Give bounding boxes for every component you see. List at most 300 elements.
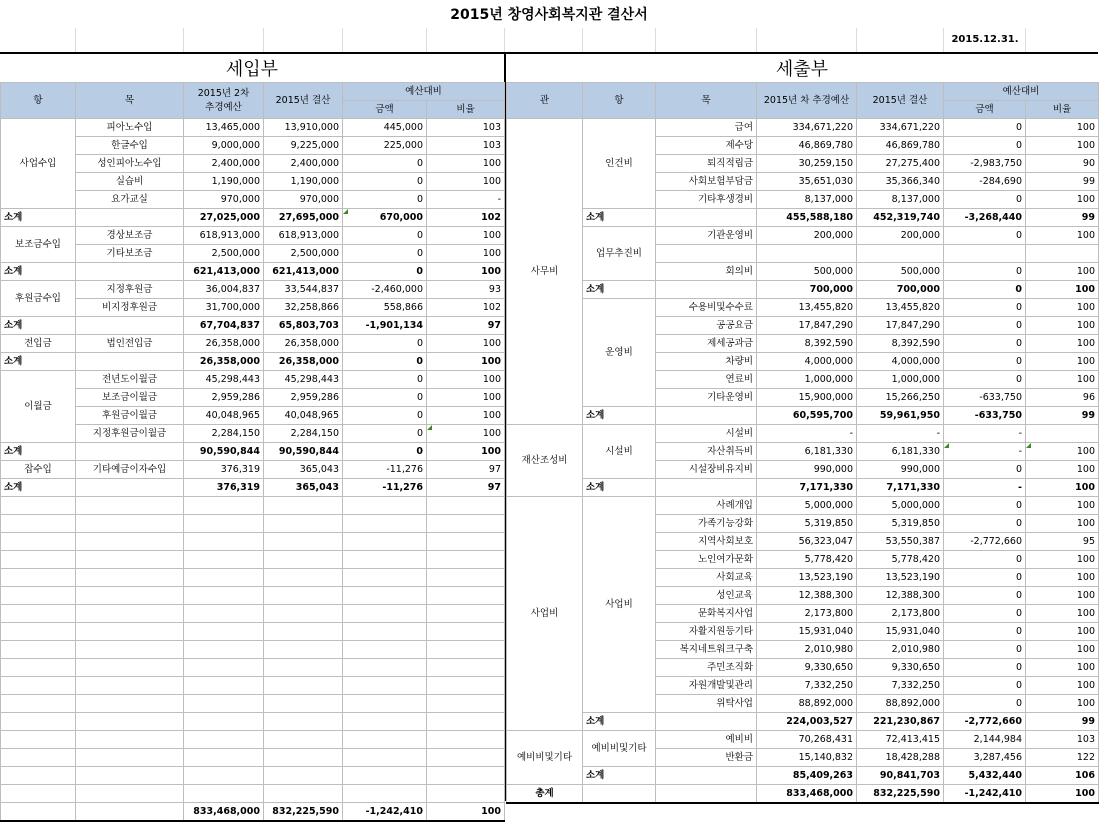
ratio-cell[interactable]: 100 — [1026, 137, 1099, 155]
amount-cell[interactable]: 0 — [944, 569, 1026, 587]
budget-cell[interactable]: 13,455,820 — [757, 299, 857, 317]
budget-cell[interactable]: 90,590,844 — [184, 443, 264, 461]
empty-cell[interactable] — [264, 551, 343, 569]
budget-cell[interactable]: 833,468,000 — [184, 803, 264, 822]
ratio-cell[interactable]: 100 — [1026, 623, 1099, 641]
mok-cell[interactable]: 비지정후원금 — [76, 299, 184, 317]
mok-cell[interactable]: 위탁사업 — [656, 695, 757, 713]
empty-cell[interactable] — [656, 407, 757, 425]
header-hang[interactable]: 항 — [583, 83, 656, 119]
budget-cell[interactable]: 2,284,150 — [184, 425, 264, 443]
header-gwan[interactable]: 관 — [507, 83, 583, 119]
settle-cell[interactable]: 1,000,000 — [857, 371, 944, 389]
mok-cell[interactable]: 공공요금 — [656, 317, 757, 335]
empty-cell[interactable] — [76, 263, 184, 281]
mok-cell[interactable]: 지정후원금이월금 — [76, 425, 184, 443]
subtotal-label[interactable]: 소계 — [1, 443, 76, 461]
ratio-cell[interactable]: 100 — [1026, 335, 1099, 353]
settle-cell[interactable]: 15,266,250 — [857, 389, 944, 407]
empty-cell[interactable] — [427, 677, 505, 695]
amount-cell[interactable]: 0 — [944, 623, 1026, 641]
empty-cell[interactable] — [264, 605, 343, 623]
budget-cell[interactable]: 8,392,590 — [757, 335, 857, 353]
ratio-cell[interactable]: 100 — [427, 425, 505, 443]
empty-cell[interactable] — [343, 767, 427, 785]
ratio-cell[interactable]: 100 — [1026, 299, 1099, 317]
hang-cell[interactable]: 전입금 — [1, 335, 76, 353]
empty-cell[interactable] — [76, 443, 184, 461]
empty-cell[interactable] — [1, 605, 76, 623]
ratio-cell[interactable]: 96 — [1026, 389, 1099, 407]
amount-cell[interactable]: 670,000 — [343, 209, 427, 227]
empty-cell[interactable] — [343, 497, 427, 515]
mok-cell[interactable]: 퇴직적립금 — [656, 155, 757, 173]
mok-cell[interactable]: 사회교육 — [656, 569, 757, 587]
header-budget[interactable]: 2015년 차 추경예산 — [757, 83, 857, 119]
ratio-cell[interactable]: 100 — [1026, 353, 1099, 371]
empty-cell[interactable] — [427, 767, 505, 785]
empty-cell[interactable] — [1, 497, 76, 515]
amount-cell[interactable]: 0 — [944, 677, 1026, 695]
mok-cell[interactable]: 지역사회보호 — [656, 533, 757, 551]
empty-cell[interactable] — [427, 695, 505, 713]
mok-cell[interactable]: 실습비 — [76, 173, 184, 191]
ratio-cell[interactable]: 100 — [427, 173, 505, 191]
ratio-cell[interactable]: 100 — [1026, 317, 1099, 335]
settle-cell[interactable]: 17,847,290 — [857, 317, 944, 335]
ratio-cell[interactable]: 100 — [427, 353, 505, 371]
budget-cell[interactable]: 27,025,000 — [184, 209, 264, 227]
empty-cell[interactable] — [1, 569, 76, 587]
empty-cell[interactable] — [656, 281, 757, 299]
empty-cell[interactable] — [184, 749, 264, 767]
mok-cell[interactable]: 기타후생경비 — [656, 191, 757, 209]
empty-cell[interactable] — [76, 317, 184, 335]
empty-cell[interactable] — [343, 785, 427, 803]
amount-cell[interactable]: 0 — [944, 119, 1026, 137]
settle-cell[interactable]: 970,000 — [264, 191, 343, 209]
empty-cell[interactable] — [343, 749, 427, 767]
settle-cell[interactable]: 621,413,000 — [264, 263, 343, 281]
budget-cell[interactable]: 7,171,330 — [757, 479, 857, 497]
empty-cell[interactable] — [76, 749, 184, 767]
empty-cell[interactable] — [76, 479, 184, 497]
mok-cell[interactable]: 시설비 — [656, 425, 757, 443]
ratio-cell[interactable]: 100 — [1026, 587, 1099, 605]
empty-cell[interactable] — [76, 605, 184, 623]
empty-cell[interactable] — [184, 731, 264, 749]
empty-cell[interactable] — [184, 497, 264, 515]
settle-cell[interactable]: 365,043 — [264, 479, 343, 497]
amount-cell[interactable]: 0 — [944, 299, 1026, 317]
budget-cell[interactable]: 5,778,420 — [757, 551, 857, 569]
settle-cell[interactable]: 990,000 — [857, 461, 944, 479]
amount-cell[interactable]: 0 — [343, 335, 427, 353]
settle-cell[interactable]: 32,258,866 — [264, 299, 343, 317]
amount-cell[interactable]: -11,276 — [343, 479, 427, 497]
mok-cell[interactable]: 자활지원등기타 — [656, 623, 757, 641]
empty-cell[interactable] — [656, 767, 757, 785]
amount-cell[interactable]: 0 — [343, 191, 427, 209]
mok-cell[interactable]: 사례개입 — [656, 497, 757, 515]
mok-cell[interactable]: 연료비 — [656, 371, 757, 389]
mok-cell[interactable]: 지정후원금 — [76, 281, 184, 299]
empty-cell[interactable] — [184, 767, 264, 785]
empty-cell[interactable] — [184, 551, 264, 569]
hang-cell[interactable]: 인건비 — [583, 119, 656, 209]
settle-cell[interactable]: 53,550,387 — [857, 533, 944, 551]
ratio-cell[interactable]: 100 — [1026, 281, 1099, 299]
budget-cell[interactable]: 2,500,000 — [184, 245, 264, 263]
settle-cell[interactable]: 26,358,000 — [264, 335, 343, 353]
settle-cell[interactable]: 832,225,590 — [264, 803, 343, 822]
amount-cell[interactable]: 5,432,440 — [944, 767, 1026, 785]
amount-cell[interactable]: 0 — [944, 497, 1026, 515]
amount-cell[interactable]: - — [944, 443, 1026, 461]
budget-cell[interactable]: 15,931,040 — [757, 623, 857, 641]
budget-cell[interactable]: 56,323,047 — [757, 533, 857, 551]
header-settle[interactable]: 2015년 결산 — [857, 83, 944, 119]
empty-cell[interactable] — [343, 713, 427, 731]
empty-cell[interactable] — [1, 713, 76, 731]
amount-cell[interactable]: 0 — [944, 641, 1026, 659]
amount-cell[interactable]: 0 — [944, 281, 1026, 299]
mok-cell[interactable]: 경상보조금 — [76, 227, 184, 245]
settle-cell[interactable]: 72,413,415 — [857, 731, 944, 749]
budget-cell[interactable]: 1,000,000 — [757, 371, 857, 389]
empty-cell[interactable] — [1, 767, 76, 785]
empty-cell[interactable] — [656, 479, 757, 497]
hang-cell[interactable]: 이월금 — [1, 371, 76, 443]
settle-cell[interactable]: 2,500,000 — [264, 245, 343, 263]
ratio-cell[interactable]: 100 — [1026, 443, 1099, 461]
amount-cell[interactable]: -2,772,660 — [944, 533, 1026, 551]
mok-cell[interactable]: 기타예금이자수입 — [76, 461, 184, 479]
hang-cell[interactable]: 사업수입 — [1, 119, 76, 209]
empty-cell[interactable] — [264, 677, 343, 695]
budget-cell[interactable]: 833,468,000 — [757, 785, 857, 804]
ratio-cell[interactable]: 100 — [427, 407, 505, 425]
budget-cell[interactable]: 376,319 — [184, 479, 264, 497]
budget-cell[interactable]: 2,400,000 — [184, 155, 264, 173]
amount-cell[interactable]: 0 — [944, 659, 1026, 677]
amount-cell[interactable] — [944, 245, 1026, 263]
empty-cell[interactable] — [1, 803, 76, 822]
amount-cell[interactable]: 0 — [944, 515, 1026, 533]
amount-cell[interactable]: 0 — [944, 371, 1026, 389]
ratio-cell[interactable]: 99 — [1026, 713, 1099, 731]
empty-cell[interactable] — [1, 677, 76, 695]
empty-cell[interactable] — [1, 695, 76, 713]
ratio-cell[interactable]: 100 — [427, 335, 505, 353]
settle-cell[interactable]: 90,841,703 — [857, 767, 944, 785]
settle-cell[interactable]: 6,181,330 — [857, 443, 944, 461]
empty-cell[interactable] — [264, 785, 343, 803]
budget-cell[interactable]: 4,000,000 — [757, 353, 857, 371]
budget-cell[interactable]: 88,892,000 — [757, 695, 857, 713]
settle-cell[interactable]: - — [857, 425, 944, 443]
empty-cell[interactable] — [343, 641, 427, 659]
empty-cell[interactable] — [184, 785, 264, 803]
ratio-cell[interactable]: 99 — [1026, 209, 1099, 227]
budget-cell[interactable]: 334,671,220 — [757, 119, 857, 137]
ratio-cell[interactable]: 100 — [427, 803, 505, 822]
mok-cell[interactable]: 문화복지사업 — [656, 605, 757, 623]
settle-cell[interactable]: 18,428,288 — [857, 749, 944, 767]
amount-cell[interactable]: -2,983,750 — [944, 155, 1026, 173]
settle-cell[interactable] — [857, 245, 944, 263]
hang-cell[interactable]: 보조금수입 — [1, 227, 76, 263]
settle-cell[interactable]: 13,455,820 — [857, 299, 944, 317]
subtotal-label[interactable]: 소계 — [1, 263, 76, 281]
empty-cell[interactable] — [264, 767, 343, 785]
budget-cell[interactable]: 9,330,650 — [757, 659, 857, 677]
ratio-cell[interactable]: 100 — [1026, 371, 1099, 389]
amount-cell[interactable]: -633,750 — [944, 389, 1026, 407]
budget-cell[interactable]: 31,700,000 — [184, 299, 264, 317]
ratio-cell[interactable]: 97 — [427, 461, 505, 479]
subtotal-label[interactable]: 소계 — [583, 479, 656, 497]
empty-cell[interactable] — [343, 551, 427, 569]
header-compare[interactable]: 예산대비 — [343, 83, 505, 101]
empty-cell[interactable] — [427, 659, 505, 677]
hang-cell[interactable]: 예비비및기타 — [583, 731, 656, 767]
subtotal-label[interactable]: 소계 — [1, 209, 76, 227]
empty-cell[interactable] — [427, 605, 505, 623]
mok-cell[interactable]: 제세공과금 — [656, 335, 757, 353]
ratio-cell[interactable]: 100 — [1026, 659, 1099, 677]
settle-cell[interactable]: 13,910,000 — [264, 119, 343, 137]
amount-cell[interactable]: 0 — [343, 227, 427, 245]
empty-cell[interactable] — [427, 515, 505, 533]
empty-cell[interactable] — [427, 641, 505, 659]
amount-cell[interactable]: - — [944, 479, 1026, 497]
settle-cell[interactable]: 27,275,400 — [857, 155, 944, 173]
settle-cell[interactable]: 832,225,590 — [857, 785, 944, 804]
mok-cell[interactable]: 요가교실 — [76, 191, 184, 209]
amount-cell[interactable]: 0 — [343, 155, 427, 173]
budget-cell[interactable]: 70,268,431 — [757, 731, 857, 749]
mok-cell[interactable]: 예비비 — [656, 731, 757, 749]
empty-cell[interactable] — [1, 623, 76, 641]
subtotal-label[interactable]: 소계 — [1, 353, 76, 371]
empty-cell[interactable] — [1, 587, 76, 605]
budget-cell[interactable]: 36,004,837 — [184, 281, 264, 299]
empty-cell[interactable] — [427, 623, 505, 641]
empty-cell[interactable] — [1, 515, 76, 533]
empty-cell[interactable] — [76, 713, 184, 731]
ratio-cell[interactable]: 100 — [427, 227, 505, 245]
empty-cell[interactable] — [76, 533, 184, 551]
settle-cell[interactable]: 8,137,000 — [857, 191, 944, 209]
empty-cell[interactable] — [1, 533, 76, 551]
amount-cell[interactable]: 225,000 — [343, 137, 427, 155]
settle-cell[interactable]: 334,671,220 — [857, 119, 944, 137]
empty-cell[interactable] — [184, 515, 264, 533]
settle-cell[interactable]: 7,332,250 — [857, 677, 944, 695]
subtotal-label[interactable]: 소계 — [583, 713, 656, 731]
mok-cell[interactable]: 회의비 — [656, 263, 757, 281]
mok-cell[interactable]: 한글수입 — [76, 137, 184, 155]
amount-cell[interactable]: -1,242,410 — [944, 785, 1026, 804]
empty-cell[interactable] — [1, 659, 76, 677]
empty-cell[interactable] — [427, 749, 505, 767]
empty-cell[interactable] — [264, 659, 343, 677]
empty-cell[interactable] — [184, 605, 264, 623]
hang-cell[interactable]: 업무추진비 — [583, 227, 656, 281]
mok-cell[interactable]: 후원금이월금 — [76, 407, 184, 425]
empty-cell[interactable] — [1, 551, 76, 569]
header-compare[interactable]: 예산대비 — [944, 83, 1099, 101]
gwan-cell[interactable]: 재산조성비 — [507, 425, 583, 497]
empty-cell[interactable] — [184, 713, 264, 731]
empty-cell[interactable] — [76, 677, 184, 695]
ratio-cell[interactable]: 122 — [1026, 749, 1099, 767]
subtotal-label[interactable]: 소계 — [583, 407, 656, 425]
empty-cell[interactable] — [264, 515, 343, 533]
budget-cell[interactable]: 2,173,800 — [757, 605, 857, 623]
header-amount[interactable]: 금액 — [944, 101, 1026, 119]
settle-cell[interactable]: 13,523,190 — [857, 569, 944, 587]
empty-cell[interactable] — [343, 533, 427, 551]
empty-cell[interactable] — [427, 533, 505, 551]
amount-cell[interactable]: 0 — [343, 353, 427, 371]
hang-cell[interactable]: 사업비 — [583, 497, 656, 713]
gwan-cell[interactable]: 사무비 — [507, 119, 583, 425]
mok-cell[interactable]: 복지네트워크구축 — [656, 641, 757, 659]
subtotal-label[interactable]: 소계 — [1, 317, 76, 335]
subtotal-label[interactable]: 소계 — [1, 479, 76, 497]
empty-cell[interactable] — [264, 641, 343, 659]
empty-cell[interactable] — [343, 659, 427, 677]
amount-cell[interactable]: 445,000 — [343, 119, 427, 137]
mok-cell[interactable]: 법인전입금 — [76, 335, 184, 353]
empty-cell[interactable] — [583, 785, 656, 804]
ratio-cell[interactable]: 100 — [1026, 227, 1099, 245]
budget-cell[interactable]: 35,651,030 — [757, 173, 857, 191]
ratio-cell[interactable] — [1026, 425, 1099, 443]
ratio-cell[interactable]: 93 — [427, 281, 505, 299]
budget-cell[interactable]: 46,869,780 — [757, 137, 857, 155]
budget-cell[interactable]: 990,000 — [757, 461, 857, 479]
settle-cell[interactable]: 4,000,000 — [857, 353, 944, 371]
amount-cell[interactable]: - — [944, 425, 1026, 443]
amount-cell[interactable]: -2,772,660 — [944, 713, 1026, 731]
budget-cell[interactable]: 60,595,700 — [757, 407, 857, 425]
ratio-cell[interactable]: 100 — [1026, 119, 1099, 137]
settle-cell[interactable]: 200,000 — [857, 227, 944, 245]
empty-cell[interactable] — [656, 785, 757, 804]
settle-cell[interactable]: 9,225,000 — [264, 137, 343, 155]
mok-cell[interactable]: 노인여가문화 — [656, 551, 757, 569]
ratio-cell[interactable]: 90 — [1026, 155, 1099, 173]
settle-cell[interactable]: 90,590,844 — [264, 443, 343, 461]
settle-cell[interactable]: 15,931,040 — [857, 623, 944, 641]
amount-cell[interactable]: 0 — [944, 227, 1026, 245]
settle-cell[interactable]: 33,544,837 — [264, 281, 343, 299]
ratio-cell[interactable]: 102 — [427, 299, 505, 317]
hang-cell[interactable]: 후원금수입 — [1, 281, 76, 317]
budget-cell[interactable]: 700,000 — [757, 281, 857, 299]
settle-cell[interactable]: 45,298,443 — [264, 371, 343, 389]
budget-cell[interactable]: 224,003,527 — [757, 713, 857, 731]
amount-cell[interactable]: -3,268,440 — [944, 209, 1026, 227]
empty-cell[interactable] — [76, 587, 184, 605]
amount-cell[interactable]: -11,276 — [343, 461, 427, 479]
ratio-cell[interactable]: 100 — [1026, 497, 1099, 515]
empty-cell[interactable] — [184, 587, 264, 605]
budget-cell[interactable]: 26,358,000 — [184, 335, 264, 353]
hang-cell[interactable]: 운영비 — [583, 299, 656, 407]
ratio-cell[interactable]: 97 — [427, 317, 505, 335]
empty-cell[interactable] — [343, 587, 427, 605]
empty-cell[interactable] — [76, 695, 184, 713]
budget-cell[interactable]: 67,704,837 — [184, 317, 264, 335]
ratio-cell[interactable]: 100 — [1026, 695, 1099, 713]
settle-cell[interactable]: 40,048,965 — [264, 407, 343, 425]
settle-cell[interactable]: 59,961,950 — [857, 407, 944, 425]
mok-cell[interactable]: 보조금이월금 — [76, 389, 184, 407]
budget-cell[interactable]: 15,900,000 — [757, 389, 857, 407]
empty-cell[interactable] — [264, 623, 343, 641]
amount-cell[interactable]: 2,144,984 — [944, 731, 1026, 749]
mok-cell[interactable]: 사회보험부담금 — [656, 173, 757, 191]
header-ratio[interactable]: 비율 — [1026, 101, 1099, 119]
header-amount[interactable]: 금액 — [343, 101, 427, 119]
mok-cell[interactable]: 주민조직화 — [656, 659, 757, 677]
empty-cell[interactable] — [427, 785, 505, 803]
amount-cell[interactable]: -1,901,134 — [343, 317, 427, 335]
settle-cell[interactable]: 2,010,980 — [857, 641, 944, 659]
gwan-cell[interactable]: 사업비 — [507, 497, 583, 731]
settle-cell[interactable]: 9,330,650 — [857, 659, 944, 677]
empty-cell[interactable] — [343, 731, 427, 749]
mok-cell[interactable]: 가족기능강화 — [656, 515, 757, 533]
subtotal-label[interactable]: 소계 — [583, 209, 656, 227]
ratio-cell[interactable]: 103 — [427, 137, 505, 155]
budget-cell[interactable]: 15,140,832 — [757, 749, 857, 767]
budget-cell[interactable]: 17,847,290 — [757, 317, 857, 335]
empty-cell[interactable] — [76, 515, 184, 533]
ratio-cell[interactable]: 100 — [427, 389, 505, 407]
amount-cell[interactable]: 0 — [343, 407, 427, 425]
empty-cell[interactable] — [264, 533, 343, 551]
ratio-cell[interactable]: 100 — [427, 245, 505, 263]
settle-cell[interactable]: 700,000 — [857, 281, 944, 299]
amount-cell[interactable]: 0 — [944, 137, 1026, 155]
amount-cell[interactable]: 0 — [343, 425, 427, 443]
amount-cell[interactable]: 0 — [944, 335, 1026, 353]
budget-cell[interactable]: 618,913,000 — [184, 227, 264, 245]
ratio-cell[interactable]: 100 — [1026, 263, 1099, 281]
budget-cell[interactable]: 30,259,150 — [757, 155, 857, 173]
mok-cell[interactable]: 급여 — [656, 119, 757, 137]
empty-cell[interactable] — [264, 713, 343, 731]
empty-cell[interactable] — [343, 515, 427, 533]
amount-cell[interactable]: 0 — [343, 443, 427, 461]
hang-cell[interactable]: 시설비 — [583, 425, 656, 479]
amount-cell[interactable]: 0 — [944, 695, 1026, 713]
settle-cell[interactable]: 2,284,150 — [264, 425, 343, 443]
settle-cell[interactable]: 35,366,340 — [857, 173, 944, 191]
empty-cell[interactable] — [184, 533, 264, 551]
settle-cell[interactable]: 5,319,850 — [857, 515, 944, 533]
empty-cell[interactable] — [76, 551, 184, 569]
empty-cell[interactable] — [427, 731, 505, 749]
settle-cell[interactable]: 2,173,800 — [857, 605, 944, 623]
amount-cell[interactable]: 0 — [944, 191, 1026, 209]
budget-cell[interactable]: 376,319 — [184, 461, 264, 479]
